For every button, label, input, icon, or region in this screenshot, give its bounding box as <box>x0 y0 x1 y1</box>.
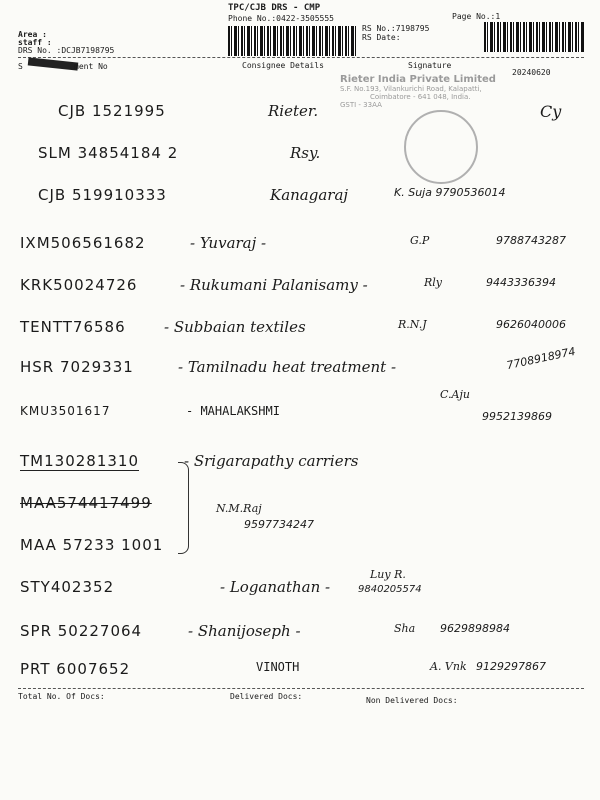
rs-date: RS Date: <box>362 33 401 42</box>
phone: 9629898984 <box>440 622 510 635</box>
drs-number: DRS No. :DCJB7198795 <box>18 46 115 55</box>
phone: 9626040006 <box>496 318 566 331</box>
phone: 9952139869 <box>482 410 552 423</box>
signature: Sha <box>394 622 416 635</box>
area-label: Area : <box>18 30 47 39</box>
stamp-company: Rieter India Private Limited <box>340 74 496 85</box>
staff-label: staff : <box>18 38 52 47</box>
consignee-name: - Loganathan - <box>220 578 331 596</box>
entry-row <box>20 388 590 432</box>
signature: C.Aju <box>440 388 470 401</box>
phone-number: Phone No.:0422-3505555 <box>228 14 334 23</box>
phone: 9840205574 <box>358 584 422 595</box>
signature: Rly <box>424 276 443 289</box>
awb-number: PRT 6007652 <box>20 660 131 678</box>
consignee-name: - Rukumani Palanisamy - <box>180 276 368 294</box>
page-number: Page No.:1 <box>452 12 501 21</box>
redaction-mark <box>28 57 79 70</box>
header-divider <box>18 57 584 58</box>
phone: 9129297867 <box>476 660 546 673</box>
consignee-name: VINOTH <box>256 660 300 674</box>
phone: K. Suja 9790536014 <box>394 186 506 199</box>
consignee-name: - Subbaian textiles <box>164 318 306 336</box>
entry-row <box>20 494 590 531</box>
entry-row <box>20 318 590 346</box>
consignee-name: - Yuvaraj - <box>190 234 267 252</box>
awb-number: SLM 34854184 2 <box>38 144 179 162</box>
phone: 9788743287 <box>496 234 566 247</box>
consignee-name: - Tamilnadu heat treatment - <box>178 358 397 376</box>
column-date: 20240620 <box>512 68 551 77</box>
column-prefix: S <box>18 62 23 71</box>
consignee-name: Kanagaraj <box>270 186 349 204</box>
signature: R.N.J <box>398 318 427 331</box>
signature: A. Vnk <box>430 660 467 673</box>
column-consignee: Consignee Details <box>242 61 324 70</box>
non-delivered-docs: Non Delivered Docs: <box>366 696 458 705</box>
awb-number: KRK50024726 <box>20 276 138 294</box>
entry-row <box>20 102 590 130</box>
signature: Luy R. <box>370 568 406 581</box>
entry-row <box>20 452 590 480</box>
entry-row <box>20 276 590 304</box>
document-title: TPC/CJB DRS - CMP <box>228 3 321 13</box>
total-docs: Total No. Of Docs: <box>18 692 105 701</box>
delivered-docs: Delivered Docs: <box>230 692 303 701</box>
barcode-right <box>484 22 584 52</box>
awb-number: HSR 7029331 <box>20 358 134 376</box>
rs-number: RS No.:7198795 <box>362 24 430 33</box>
consignee-name: Rsy. <box>290 144 321 162</box>
column-signature: Signature <box>408 61 452 70</box>
entry-row <box>20 234 590 262</box>
phone: 7708918974 <box>505 344 577 373</box>
consignee-name: - Srigarapathy carriers <box>184 452 359 470</box>
awb-number: SPR 50227064 <box>20 622 143 640</box>
consignee-name: Rieter. <box>268 102 319 120</box>
entry-row <box>20 144 590 172</box>
footer-divider <box>18 688 584 689</box>
awb-number: CJB 1521995 <box>58 102 166 120</box>
awb-number: TENTT76586 <box>20 318 126 336</box>
entry-row <box>20 568 590 606</box>
stamp-address2: Coimbatore - 641 048, India. <box>370 93 471 101</box>
stamp-gst: GSTI - 33AA <box>340 101 382 109</box>
stamp-address1: S.F. No.193, Vilankurichi Road, Kalapatti, <box>340 85 482 93</box>
awb-number: TM130281310 <box>20 452 139 470</box>
awb-number: STY402352 <box>20 578 115 596</box>
entry-row <box>20 186 590 214</box>
awb-number: IXM506561682 <box>20 234 146 252</box>
entry-row <box>20 344 590 386</box>
awb-number: MAA574417499 <box>20 494 152 512</box>
awb-number: CJB 519910333 <box>38 186 167 204</box>
awb-number: KMU3501617 <box>20 404 111 418</box>
consignee-name: N.M.Raj <box>216 502 262 515</box>
entry-row <box>20 622 590 650</box>
consignee-name: - Shanijoseph - <box>188 622 301 640</box>
entry-row <box>20 660 590 688</box>
column-awb: ment No <box>74 62 108 71</box>
phone: 9443336394 <box>486 276 556 289</box>
phone: 9597734247 <box>244 518 314 531</box>
awb-number: MAA 57233 1001 <box>20 536 164 554</box>
signature: G.P <box>410 234 430 247</box>
entry-row <box>20 536 590 564</box>
barcode-left <box>228 26 356 56</box>
consignee-name: - MAHALAKSHMI <box>186 404 280 418</box>
signature: Cy <box>540 102 562 121</box>
